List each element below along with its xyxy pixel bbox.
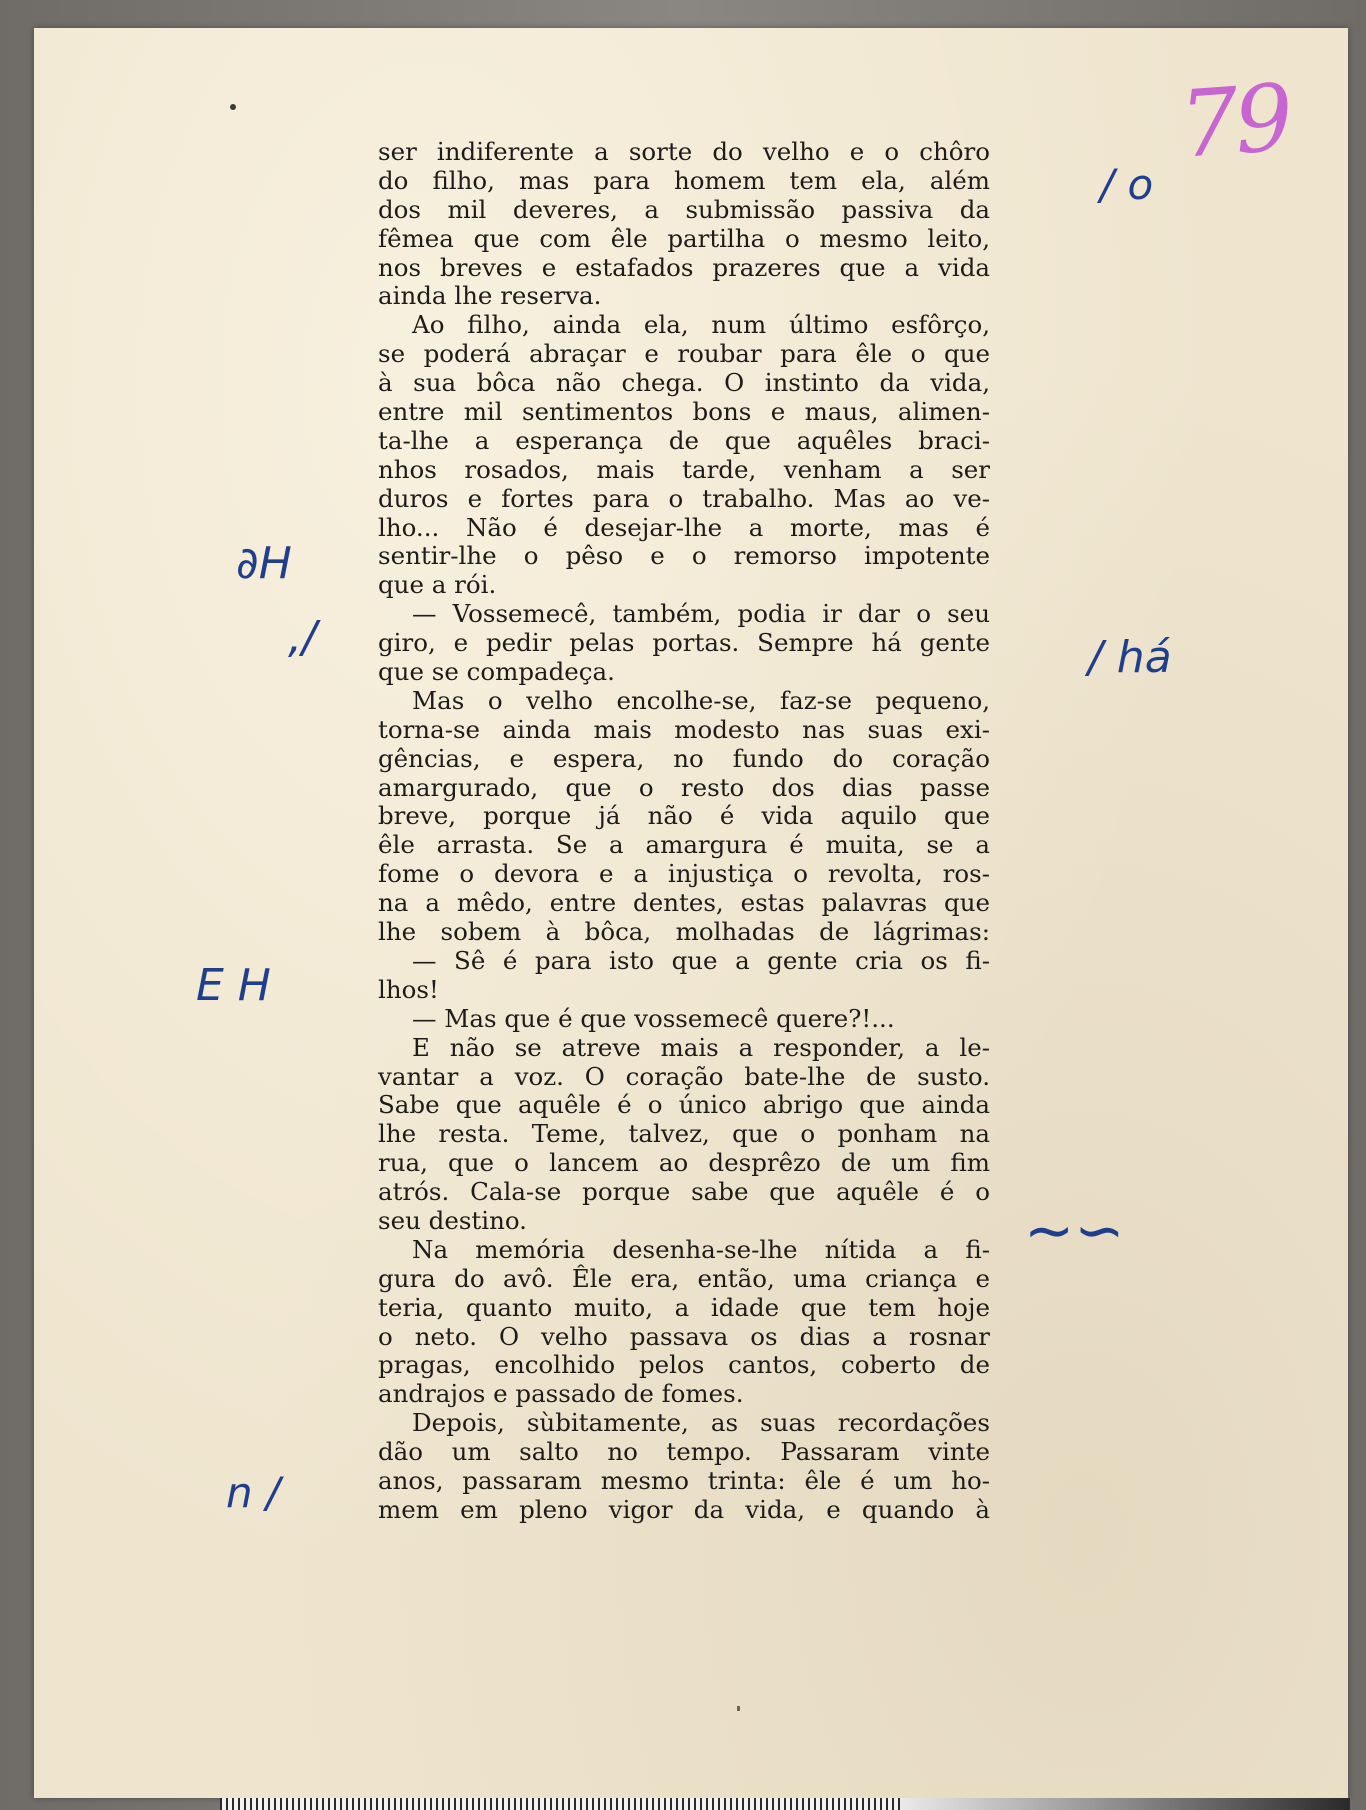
- page-number: 79: [1176, 64, 1293, 179]
- text-line: sentir-lhe o pêso e o remorso impotente: [378, 541, 990, 571]
- text-line: fêmea que com êle partilha o mesmo leito,: [378, 223, 990, 253]
- text-line: atrós. Cala-se porque sabe que aquêle é o: [378, 1177, 990, 1207]
- margin-note: n /: [226, 1468, 281, 1517]
- text-line: E não se atreve mais a responder, a le-: [412, 1032, 990, 1062]
- margin-note: ∂H: [236, 538, 292, 589]
- text-line: Sabe que aquêle é o único abrigo que ainda: [378, 1090, 990, 1120]
- text-line: dos mil deveres, a submissão passiva da: [378, 194, 990, 224]
- text-line: se poderá abraçar e roubar para êle o que: [378, 339, 990, 369]
- text-line: Mas o velho encolhe-se, faz-se pequeno,: [412, 685, 990, 715]
- body-text: [378, 138, 990, 1525]
- text-line: entre mil sentimentos bons e maus, alimen-: [378, 397, 990, 427]
- text-line: andrajos e passado de fomes.: [378, 1379, 744, 1409]
- text-line: dão um salto no tempo. Passaram vinte: [378, 1437, 990, 1467]
- text-line: ainda lhe reserva.: [378, 281, 602, 311]
- text-line: nos breves e estafados prazeres que a vida: [378, 252, 990, 282]
- text-line: Ao filho, ainda ela, num último esfôrço,: [412, 310, 990, 340]
- text-line: breve, porque já não é vida aquilo que: [378, 801, 990, 831]
- text-line: que a rói.: [378, 570, 497, 600]
- text-line: pragas, encolhido pelos cantos, coberto de: [378, 1350, 990, 1380]
- margin-note: ∼∽: [1024, 1196, 1125, 1266]
- text-line: gura do avô. Êle era, então, uma criança e: [378, 1263, 990, 1293]
- margin-note: / o: [1100, 160, 1154, 209]
- text-line: que se compadeça.: [378, 657, 615, 687]
- text-line: lho... Não é desejar-lhe a morte, mas é: [378, 512, 990, 542]
- ink-dot: [230, 104, 236, 110]
- text-line: na a mêdo, entre dentes, estas palavras que: [378, 888, 990, 918]
- text-line: — Sê é para isto que a gente cria os fi-: [412, 945, 990, 975]
- text-line: fome o devora e a injustiça o revolta, ros-: [378, 859, 990, 889]
- text-line: giro, e pedir pelas portas. Sempre há gente: [378, 628, 990, 658]
- text-line: do filho, mas para homem tem ela, além: [378, 165, 990, 195]
- text-line: o neto. O velho passava os dias a rosnar: [378, 1321, 990, 1351]
- text-line: teria, quanto muito, a idade que tem hoje: [378, 1292, 990, 1322]
- scan-gray-scale: [900, 1798, 1350, 1810]
- text-line: lhe sobem à bôca, molhadas de lágrimas:: [378, 917, 990, 947]
- text-line: ta-lhe a esperança de que aquêles braci-: [378, 425, 990, 455]
- text-line: à sua bôca não chega. O instinto da vida,: [378, 368, 990, 398]
- text-line: — Vossemecê, também, podia ir dar o seu: [412, 599, 990, 629]
- margin-note: ,/: [288, 612, 317, 663]
- text-line: ser indiferente a sorte do velho e o chôro: [378, 137, 990, 166]
- text-line: seu destino.: [378, 1205, 527, 1235]
- ink-dot-bottom: [737, 1706, 740, 1711]
- margin-note: / há: [1088, 632, 1172, 683]
- text-line: nhos rosados, mais tarde, venham a ser: [378, 454, 990, 484]
- text-line: Depois, sùbitamente, as suas recordações: [412, 1408, 990, 1438]
- text-line: torna-se ainda mais modesto nas suas exi-: [378, 714, 990, 744]
- text-line: Na memória desenha-se-lhe nítida a fi-: [412, 1234, 990, 1264]
- text-line: anos, passaram mesmo trinta: êle é um ho-: [378, 1465, 990, 1495]
- text-line: êle arrasta. Se a amargura é muita, se a: [378, 830, 990, 860]
- text-line: vantar a voz. O coração bate-lhe de susto.: [378, 1061, 990, 1091]
- text-line: duros e fortes para o trabalho. Mas ao ve-: [378, 483, 990, 513]
- text-line: — Mas que é que vossemecê quere?!...: [412, 1003, 895, 1033]
- text-line: rua, que o lancem ao desprêzo de um fim: [378, 1148, 990, 1178]
- text-line: gências, e espera, no fundo do coração: [378, 743, 990, 773]
- text-line: lhos!: [378, 974, 439, 1004]
- margin-note: E H: [196, 960, 271, 1011]
- text-line: lhe resta. Teme, talvez, que o ponham na: [378, 1119, 990, 1149]
- text-line: mem em pleno vigor da vida, e quando à: [378, 1494, 990, 1524]
- text-line: amargurado, que o resto dos dias passe: [378, 772, 990, 802]
